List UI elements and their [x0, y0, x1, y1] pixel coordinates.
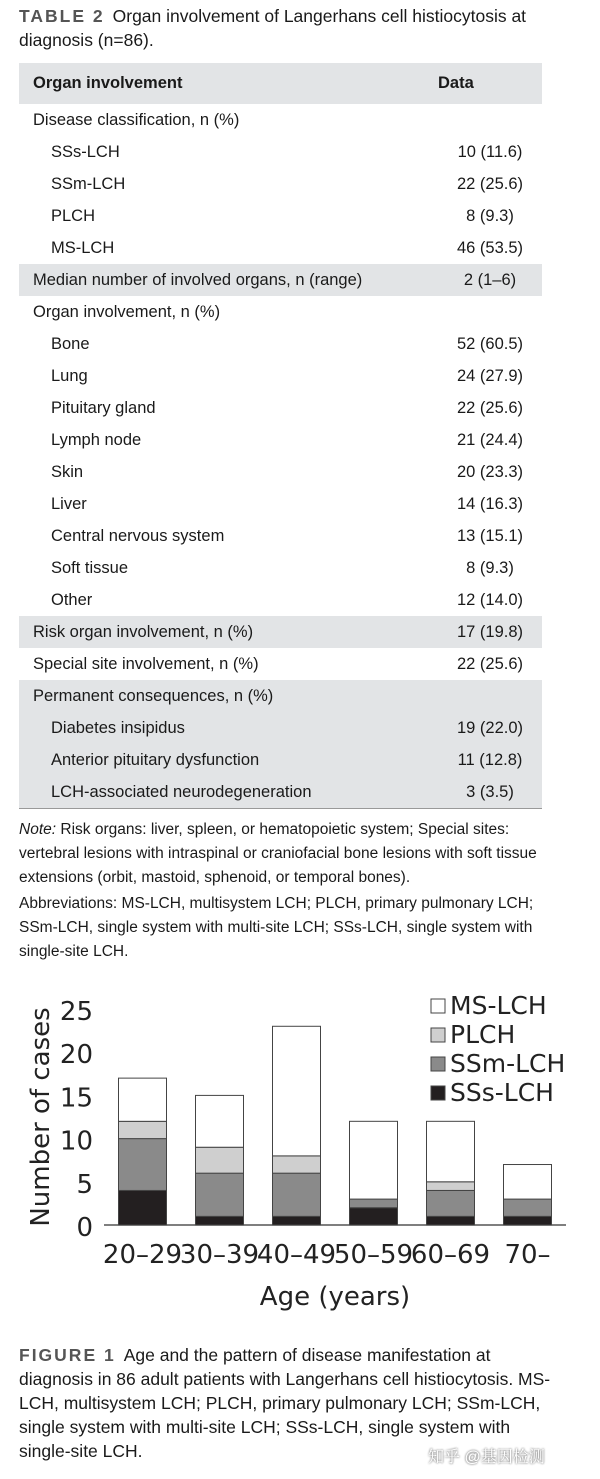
table-row — [19, 744, 542, 776]
row-value: 22 (25.6) — [456, 174, 524, 193]
table-row — [19, 200, 542, 232]
y-axis-label: Number of cases — [26, 1007, 56, 1227]
bar-segment-plch — [273, 1156, 321, 1173]
bar-segment-ms-lch — [196, 1095, 244, 1147]
row-value: 22 (25.6) — [456, 654, 524, 673]
bar-segment-ssm-lch — [273, 1173, 321, 1216]
table-row — [19, 424, 542, 456]
legend-label: MS-LCH — [450, 991, 547, 1020]
watermark: 知乎 @基因检测 — [428, 1449, 545, 1466]
x-tick-label: 30–39 — [179, 1240, 260, 1270]
table-row — [19, 616, 542, 648]
row-label: Lung — [51, 366, 88, 385]
table-row — [19, 456, 542, 488]
bar-segment-sss-lch — [119, 1190, 167, 1225]
row-value: 52 (60.5) — [456, 334, 524, 353]
table-caption — [19, 4, 564, 52]
bar-segment-plch — [427, 1182, 475, 1191]
row-value: 3 (3.5) — [438, 776, 542, 809]
bar-segment-sss-lch — [196, 1216, 244, 1225]
bar-segment-sss-lch — [504, 1216, 552, 1225]
bar-segment-ms-lch — [350, 1121, 398, 1199]
table-row — [19, 360, 542, 392]
row-label: MS-LCH — [51, 238, 115, 257]
y-tick-label: 25 — [59, 997, 93, 1027]
row-value: 10 (11.6) — [457, 142, 523, 161]
table-note — [19, 818, 564, 890]
legend-swatch-plch — [431, 1028, 445, 1042]
y-tick-label: 10 — [59, 1126, 93, 1157]
row-value: 21 (24.4) — [456, 430, 524, 449]
table-row — [19, 264, 542, 296]
table-row — [19, 584, 542, 616]
bar-segment-ms-lch — [504, 1165, 552, 1200]
table-row — [19, 552, 542, 584]
table-body — [19, 104, 542, 809]
row-label: Diabetes insipidus — [19, 712, 438, 744]
table-row — [19, 680, 542, 712]
x-tick-label: 60–69 — [410, 1240, 491, 1270]
row-label: Central nervous system — [51, 526, 225, 545]
row-value: 19 (22.0) — [438, 712, 542, 744]
legend-label: PLCH — [450, 1020, 516, 1049]
row-value: 8 (9.3) — [466, 206, 514, 225]
table-row — [19, 104, 542, 136]
bar-segment-plch — [196, 1147, 244, 1173]
x-tick-label: 70– — [504, 1240, 551, 1270]
table-row — [19, 328, 542, 360]
bar-segment-sss-lch — [427, 1216, 475, 1225]
y-tick-label: 0 — [76, 1213, 93, 1243]
row-label: Other — [51, 590, 93, 609]
x-axis-label: Age (years) — [259, 1282, 411, 1312]
bar-segment-ssm-lch — [350, 1199, 398, 1208]
y-tick-label: 5 — [76, 1169, 93, 1200]
note-label: Note: — [19, 821, 57, 838]
row-value: 11 (12.8) — [438, 744, 542, 776]
row-label: Disease classification, n (%) — [33, 110, 240, 129]
row-label: Liver — [51, 494, 87, 513]
table-row — [19, 168, 542, 200]
table-row — [19, 488, 542, 520]
figure-caption-text: Age and the pattern of disease manifestation at diagnosis in 86 adult patients with Langerhans cell histiocytosis. MS-LCH, multisystem LCH; PLCH, primary pulmonary LCH; SSm-LCH, single system with multi-site LCH; SSs-LCH, single system with single-site LCH. — [19, 1345, 551, 1461]
row-label: Permanent consequences, n (%) — [19, 680, 438, 712]
bar-segment-ms-lch — [119, 1078, 167, 1121]
table-row — [19, 520, 542, 552]
legend-swatch-ms-lch — [431, 999, 445, 1013]
row-label: PLCH — [51, 206, 96, 225]
row-value — [438, 296, 542, 328]
table-row — [19, 392, 542, 424]
x-tick-label: 40–49 — [256, 1240, 337, 1270]
row-label: Pituitary gland — [51, 398, 156, 417]
bar-segment-ssm-lch — [504, 1199, 552, 1216]
legend-swatch-sss-lch — [431, 1086, 445, 1100]
x-tick-label: 50–59 — [333, 1240, 414, 1270]
note-text: Risk organs: liver, spleen, or hematopoietic system; Special sites: vertebral lesions with intraspinal or craniofacial bone lesions with soft tissue extensions (orbit, mastoid, sphenoid, or temporal bones). — [19, 821, 537, 886]
row-value: 13 (15.1) — [456, 526, 524, 545]
bar-segment-plch — [119, 1121, 167, 1138]
row-value: 24 (27.9) — [456, 366, 524, 385]
legend-swatch-ssm-lch — [431, 1057, 445, 1071]
row-label: Risk organ involvement, n (%) — [19, 616, 438, 648]
row-label: Special site involvement, n (%) — [33, 654, 259, 673]
row-value — [438, 680, 542, 712]
bar-segment-ssm-lch — [196, 1173, 244, 1216]
row-label: LCH-associated neurodegeneration — [19, 776, 438, 809]
y-tick-label: 15 — [59, 1083, 93, 1114]
row-label: Anterior pituitary dysfunction — [19, 744, 438, 776]
legend-label: SSm-LCH — [450, 1049, 566, 1078]
bar-segment-ssm-lch — [119, 1139, 167, 1191]
y-tick-label: 20 — [59, 1040, 93, 1071]
row-label: Bone — [51, 334, 90, 353]
row-value: 8 (9.3) — [466, 558, 514, 577]
row-value: 17 (19.8) — [438, 616, 542, 648]
bar-segment-ssm-lch — [427, 1190, 475, 1216]
row-value: 12 (14.0) — [456, 590, 524, 609]
row-value: 20 (23.3) — [456, 462, 524, 481]
row-value — [438, 104, 542, 136]
bar-segment-ms-lch — [273, 1026, 321, 1156]
table-row — [19, 296, 542, 328]
table-header-row — [19, 63, 542, 104]
stacked-bar-chart — [0, 985, 600, 1325]
table-caption-text: Organ involvement of Langerhans cell histiocytosis at diagnosis (n=86). — [19, 6, 527, 50]
row-label: SSs-LCH — [51, 142, 120, 161]
table-row — [19, 232, 542, 264]
row-value: 14 (16.3) — [456, 494, 524, 513]
table-row — [19, 776, 542, 809]
table-row — [19, 712, 542, 744]
bar-segment-sss-lch — [273, 1216, 321, 1225]
table-row — [19, 648, 542, 680]
row-value: 46 (53.5) — [456, 238, 524, 257]
row-label: Skin — [51, 462, 84, 481]
x-tick-label: 20–29 — [102, 1240, 183, 1270]
bar-segment-ms-lch — [427, 1121, 475, 1181]
row-label: Soft tissue — [51, 558, 129, 577]
row-label: Median number of involved organs, n (range) — [19, 264, 438, 296]
row-label: SSm-LCH — [51, 174, 126, 193]
header-organ-involvement: Organ involvement — [19, 63, 438, 104]
row-label: Organ involvement, n (%) — [33, 302, 221, 321]
row-value: 22 (25.6) — [456, 398, 524, 417]
table-label: TABLE 2 — [19, 6, 105, 26]
row-label: Lymph node — [51, 430, 142, 449]
bar-segment-sss-lch — [350, 1208, 398, 1225]
figure-label: FIGURE 1 — [19, 1345, 116, 1365]
legend-label: SSs-LCH — [450, 1078, 554, 1107]
table-row — [19, 136, 542, 168]
row-value: 2 (1–6) — [438, 264, 542, 296]
table-abbreviations: Abbreviations: MS-LCH, multisystem LCH; PLCH, primary pulmonary LCH; SSm-LCH, single system with multi-site LCH; SSs-LCH, single system with single-site LCH. — [19, 895, 534, 960]
organ-involvement-table — [19, 63, 542, 809]
header-data: Data — [438, 63, 542, 104]
